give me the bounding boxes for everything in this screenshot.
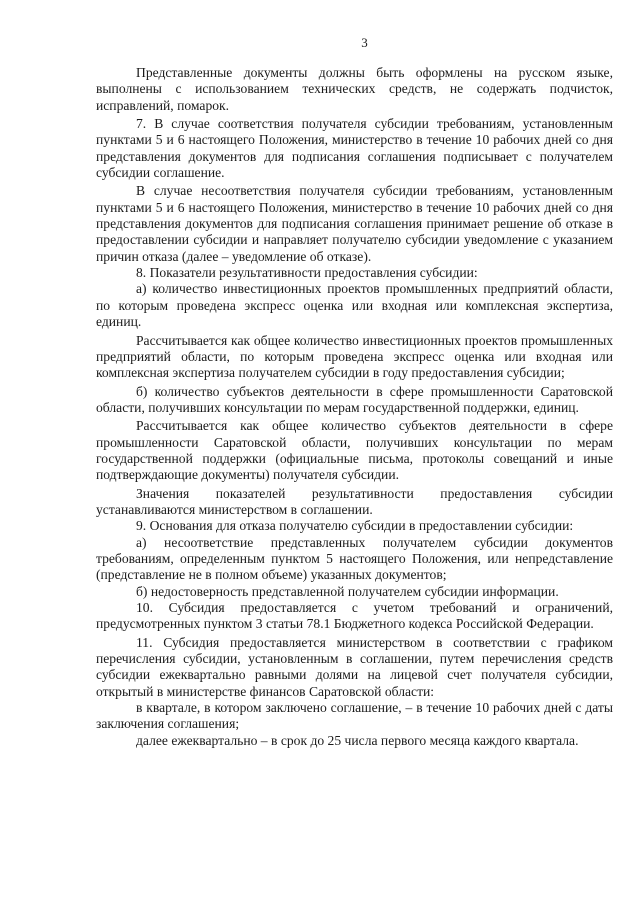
paragraph-item-11: 11. Субсидия предоставляется министерством в соответствии с графиком перечисления субсидии, установленным в соглашении, путем перечисления средств субсидии ежеквартально равными долями на лицевой счет получателя субсидии, открытый в министерстве финансов Саратовской области: (96, 634, 613, 699)
paragraph-item-9a: а) несоответствие представленных получателем субсидии документов требованиям, определенным пунктом 5 настоящего Положения, или непредставление (представление не в полном объеме) указанных документов; (96, 534, 613, 583)
paragraph-calc-8b: Рассчитывается как общее количество субъектов деятельности в сфере промышленности Саратовской области, получивших консультации по мерам государственной поддержки (официальные письма, протоколы совещаний и иные подтверждающие документы) получателя субсидии. (96, 418, 613, 483)
paragraph-indicator-values: Значения показателей результативности предоставления субсидии устанавливаются министерством в соглашении. (96, 485, 613, 517)
paragraph-item-9b: б) недостоверность представленной получателем субсидии информации. (136, 583, 559, 599)
paragraph-first-quarter: в квартале, в котором заключено соглашение, – в течение 10 рабочих дней с даты заключения соглашения; (96, 700, 613, 732)
paragraph-item-9: 9. Основания для отказа получателю субсидии в предоставлении субсидии: (136, 518, 574, 534)
paragraph-calc-8a: Рассчитывается как общее количество инвестиционных проектов промышленных предприятий области, по которым проведена экспресс оценка или входная или комплексная экспертиза получателем субсидии в году предоставления субсидии; (96, 332, 613, 381)
paragraph-refusal-decision: В случае несоответствия получателя субсидии требованиям, установленным пунктами 5 и 6 настоящего Положения, министерство в течение 10 рабочих дней со дня представления документов для подписания соглашения принимает решение об отказе в предоставлении субсидии и направляет получателю субсидии уведомление с указанием причин отказа (далее – уведомление об отказе). (96, 183, 613, 264)
paragraph-item-8: 8. Показатели результативности предоставления субсидии: (136, 265, 478, 281)
page-number: 3 (361, 35, 368, 50)
paragraph-quarterly: далее ежеквартально – в срок до 25 числа первого месяца каждого квартала. (136, 732, 579, 748)
paragraph-documents-requirements: Представленные документы должны быть оформлены на русском языке, выполнены с использованием технических средств, не содержать подчисток, исправлений, помарок. (96, 65, 613, 113)
document-body (96, 65, 613, 749)
paragraph-item-8b: б) количество субъектов деятельности в сфере промышленности Саратовской области, получивших консультации по мерам государственной поддержки, единиц. (96, 383, 613, 415)
paragraph-item-7: 7. В случае соответствия получателя субсидии требованиям, установленным пунктами 5 и 6 настоящего Положения, министерство в течение 10 рабочих дней со дня представления документов для подписания соглашения подписывает с получателем субсидии соглашение. (96, 116, 613, 181)
paragraph-item-10: 10. Субсидия предоставляется с учетом требований и ограничений, предусмотренных пунктом 3 статьи 78.1 Бюджетного кодекса Российской Федерации. (96, 600, 613, 632)
paragraph-item-8a: а) количество инвестиционных проектов промышленных предприятий области, по которым проведена экспресс оценка или входная или комплексная экспертиза, единиц. (96, 281, 613, 330)
